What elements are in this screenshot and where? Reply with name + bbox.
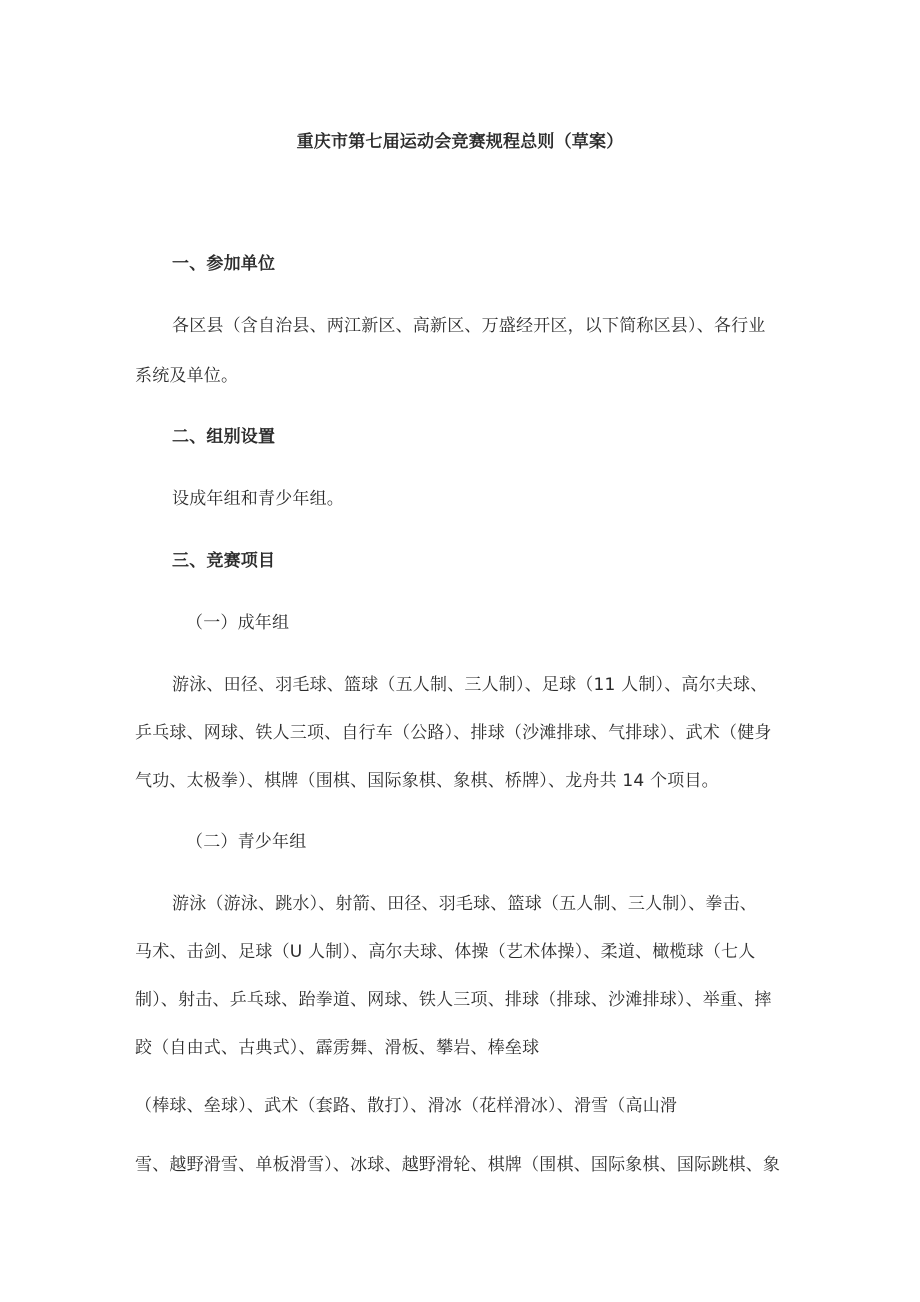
section-heading-groups: 二、组别设置 xyxy=(172,427,276,447)
document-title: 重庆市第七届运动会竞赛规程总则（草案） xyxy=(296,132,624,152)
subheading-adult-group: （一）成年组 xyxy=(186,613,290,633)
paragraph-line: 气功、太极拳）、棋牌（围棋、国际象棋、象棋、桥牌）、龙舟共 14 个项目。 xyxy=(135,771,719,791)
paragraph-line: 制）、射击、乒乓球、跆拳道、网球、铁人三项、排球（排球、沙滩排球）、举重、摔 xyxy=(135,990,772,1010)
paragraph-line: 雪、越野滑雪、单板滑雪）、冰球、越野滑轮、棋牌（围棋、国际象棋、国际跳棋、象 xyxy=(135,1155,781,1175)
paragraph-line: 跤（自由式、古典式）、霹雳舞、滑板、攀岩、棒垒球 xyxy=(135,1038,540,1058)
paragraph-line: 各区县（含自治县、两江新区、高新区、万盛经开区，以下简称区县）、各行业 xyxy=(172,316,766,336)
paragraph-line: 马术、击剑、足球（U 人制）、高尔夫球、体操（艺术体操）、柔道、橄榄球（七人 xyxy=(135,942,756,962)
section-heading-events: 三、竞赛项目 xyxy=(172,551,276,571)
paragraph-line: 系统及单位。 xyxy=(135,366,239,386)
paragraph-line: 乒乓球、网球、铁人三项、自行车（公路）、排球（沙滩排球、气排球）、武术（健身 xyxy=(135,723,772,743)
subheading-youth-group: （二）青少年组 xyxy=(186,832,307,852)
paragraph-line: 游泳（游泳、跳水）、射箭、田径、羽毛球、篮球（五人制、三人制）、拳击、 xyxy=(172,894,757,914)
paragraph-line: 设成年组和青少年组。 xyxy=(172,489,344,509)
section-heading-participants: 一、参加单位 xyxy=(172,254,276,274)
paragraph-line: （棒球、垒球）、武术（套路、散打）、滑冰（花样滑冰）、滑雪（高山滑 xyxy=(135,1096,678,1116)
paragraph-line: 游泳、田径、羽毛球、篮球（五人制、三人制）、足球（11 人制）、高尔夫球、 xyxy=(172,675,768,695)
